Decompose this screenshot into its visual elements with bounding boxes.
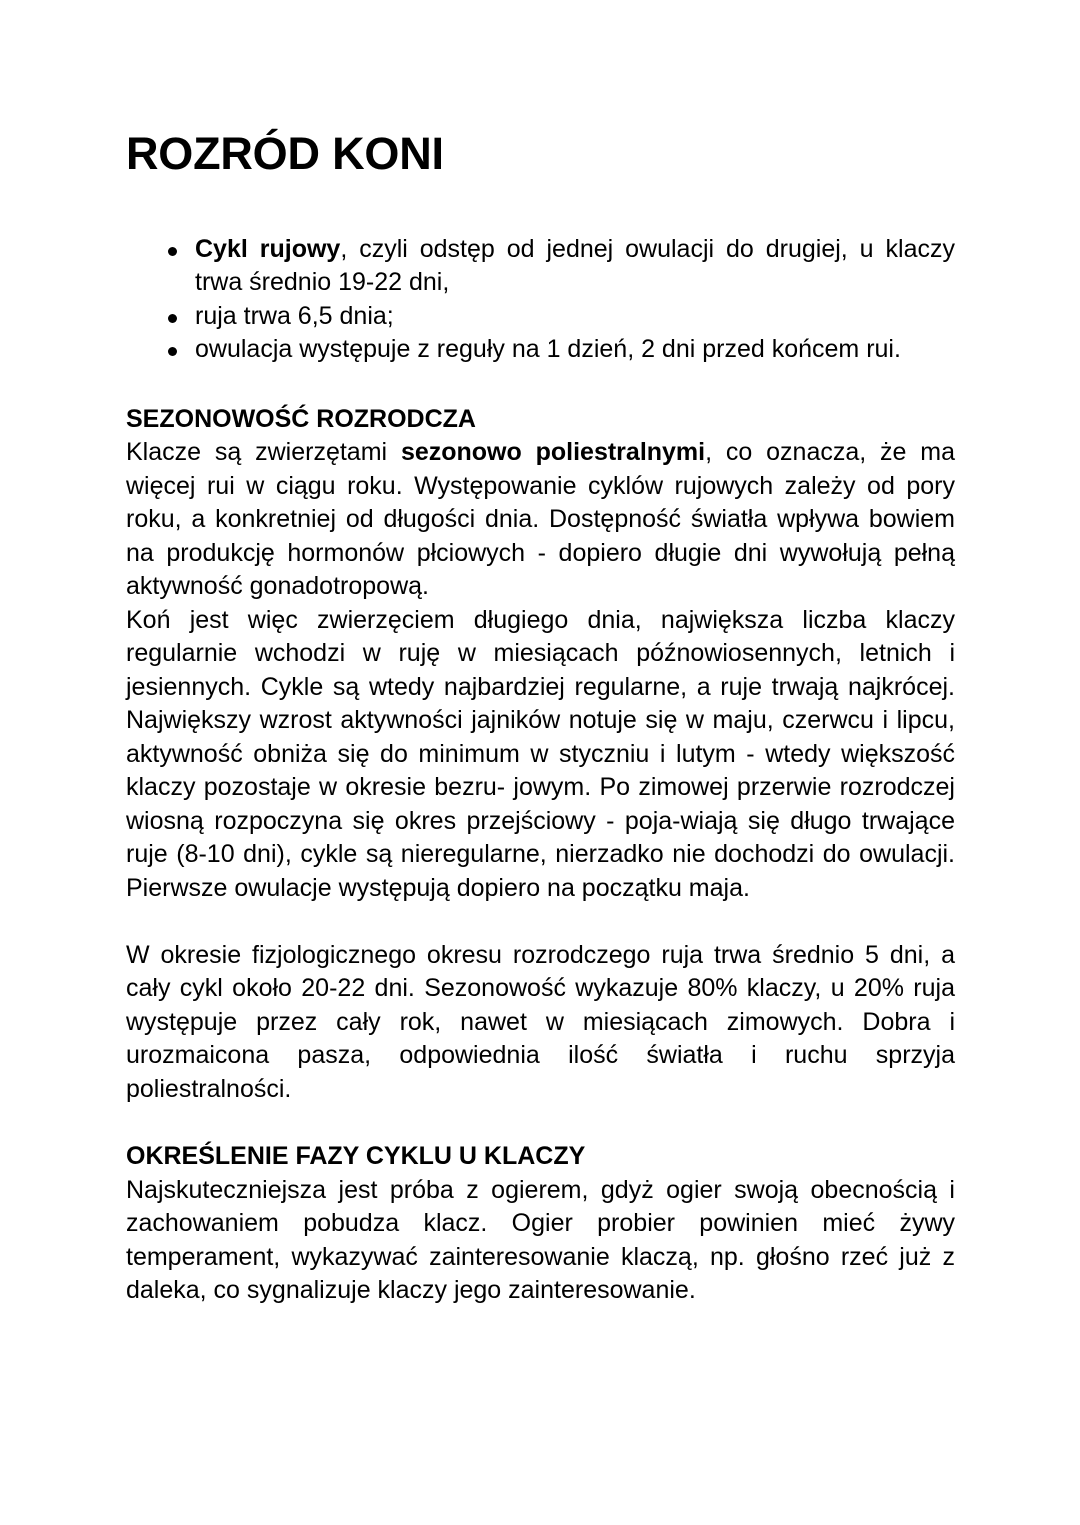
section-spacer [126,1106,955,1140]
list-item-text: ruja trwa 6,5 dnia; [195,301,394,330]
paragraph-text-part1: Klacze są zwierzętami [126,438,401,467]
list-item [126,233,955,300]
list-item-text: , czyli odstęp od jednej owulacji do drugiej, u klaczy trwa średnio 19-22 dni, [195,234,955,297]
paragraph-text-part2: , co oznacza, że ma więcej rui w ciągu roku. Występowanie cyklów rujowych zależy od pory roku, a konkretniej od długości dnia. Dostępność światła wpływa bowiem na produkcję hormonów płciowych - dopiero długie dni wywołują pełną aktywność gonadotropową. [126,438,956,601]
intro-bullet-list [126,233,955,367]
list-item [126,300,955,334]
paragraph-sezonowosc-1 [126,436,955,604]
list-item-text: owulacja występuje z reguły na 1 dzień, 2 dni przed końcem rui. [195,335,901,364]
paragraph-okreslenie-1: Najskuteczniejsza jest próba z ogierem, gdyż ogier swoją obecnością i zachowaniem pobudza klacz. Ogier probier powinien mieć żywy temperament, wykazywać zainteresowanie klaczą, np. głośno rzeć już z daleka, co sygnalizuje klaczy jego zainteresowanie. [126,1175,955,1305]
page-title: ROZRÓD KONI [126,128,444,179]
paragraph-sezonowosc-3: W okresie fizjologicznego okresu rozrodczego ruja trwa średnio 5 dni, a cały cykl około 20-22 dni. Sezonowość wykazuje 80% klaczy, u 20% ruja występuje przez cały rok, nawet w miesiącach zimowych. Dobra i urozmaicona pasza, odpowiednia ilość światła i ruchu sprzyja poliestralności. [126,940,955,1103]
list-item [126,333,955,367]
section-heading-okreslenie: OKREŚLENIE FAZY CYKLU U KLACZY [126,1142,586,1171]
list-item-lead: Cykl rujowy [195,234,341,263]
paragraph-emphasis: sezonowo poliestralnymi [400,438,706,467]
paragraph-sezonowosc-2: Koń jest więc zwierzęciem długiego dnia, największa liczba klaczy regularnie wchodzi w ruję w miesiącach późnowiosennych, letnich i jesiennych. Cykle są wtedy najbardziej regularne, a ruje trwają najkrócej. Największy wzrost aktywności jajników notuje się w maju, czerwcu i lipcu, aktywność obniża się do minimum w styczniu i lutym - wtedy większość klaczy pozostaje w okresie bezru- jowym. Po zimowej przerwie rozrodczej wiosną rozpoczyna się okres przejściowy - poja-wiają się długo trwające ruje (8-10 dni), cykle są nieregularne, nierzadko nie dochodzi do owulacji. Pierwsze owulacje występują dopiero na początku maja. [126,605,955,902]
section-heading-sezonowosc: SEZONOWOŚĆ ROZRODCZA [126,404,476,433]
paragraph-spacer [126,905,955,939]
